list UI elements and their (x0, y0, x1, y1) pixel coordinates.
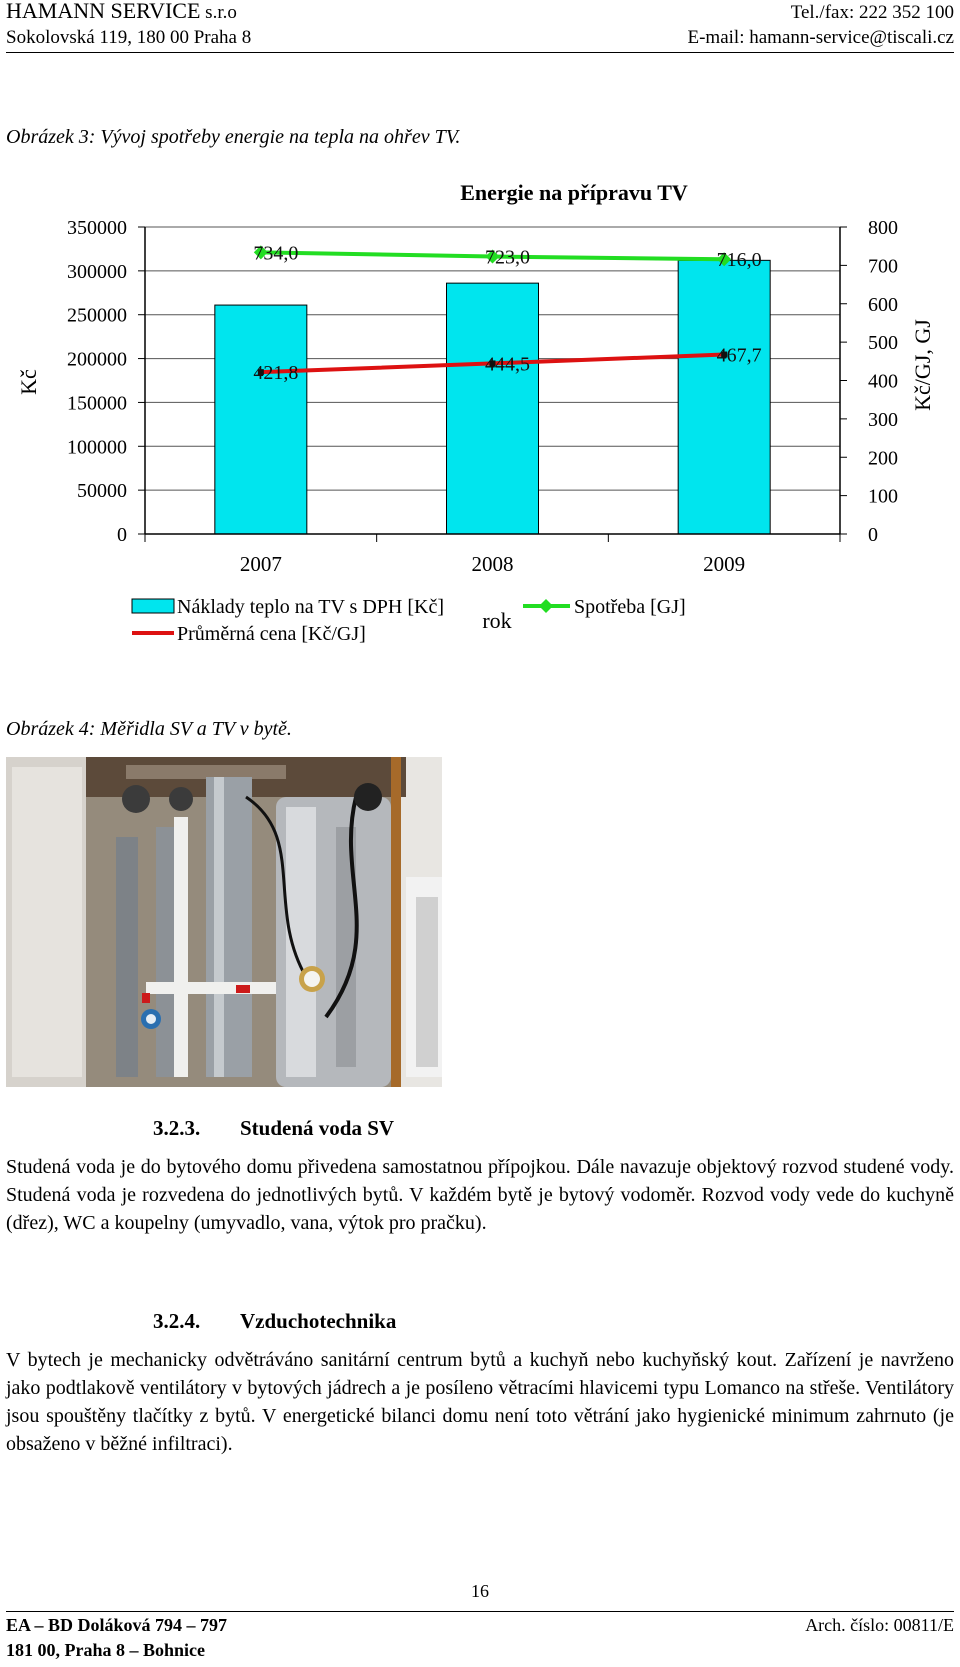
y-tick-label: 50000 (77, 480, 127, 503)
data-label: 421,8 (253, 362, 299, 385)
company-name (6, 0, 237, 24)
header-rule (6, 52, 954, 53)
y2-tick-label: 100 (868, 485, 898, 508)
y2-tick-label: 300 (868, 408, 898, 431)
y2-axis-label: Kč/GJ, GJ (910, 319, 935, 411)
y-tick-label: 150000 (67, 392, 127, 415)
y2-tick-label: 600 (868, 293, 898, 316)
figure4-caption: Obrázek 4: Měřidla SV a TV v bytě. (6, 718, 292, 740)
data-label: 444,5 (485, 353, 530, 376)
company-phone: Tel./fax: 222 352 100 (790, 2, 954, 23)
y2-tick-label: 500 (868, 332, 898, 355)
chart-title: Energie na přípravu TV (460, 180, 688, 205)
company-address: Sokolovská 119, 180 00 Praha 8 (6, 27, 252, 48)
company-email: E-mail: hamann-service@tiscali.cz (687, 27, 954, 48)
footer-archive: Arch. číslo: 00811/E (805, 1615, 954, 1635)
page-number: 16 (471, 1581, 489, 1601)
section-sv-text: Studená voda je do bytového domu přivedena samostatnou přípojkou. Dále navazuje objektový rozvod studené vody. Studená voda je rozvedena do jednotlivých bytů. V každém bytě je bytový vodoměr. Rozvod vody vede do kuchyně (dřez), WC a koupelny (umyvadlo, vana, výtok pro pračku). (6, 1156, 954, 1234)
x-tick-label: 2007 (239, 552, 282, 576)
y2-tick-label: 200 (868, 447, 898, 470)
section-vzt-body (6, 1346, 954, 1458)
x-tick-label: 2008 (471, 552, 514, 576)
section-vzt-title: Vzduchotechnika (240, 1309, 397, 1333)
section-sv-body (6, 1153, 954, 1237)
y2-tick-label: 400 (868, 370, 898, 393)
section-vzt-text: V bytech je mechanicky odvětráváno sanitární centrum bytů a kuchyň nebo kuchyňský kout. Zařízení je navrženo jako podtlakově ventilátory v bytových jádrech a je posíleno větracími hlavicemi typu Lomanco na střeše. Ventilátory jsou spouštěny tlačítky z bytů. V energetické bilanci domu není toto větrání jako hygienické minimum zahrnuto (je obsaženo v běžné infiltraci). (6, 1349, 954, 1455)
y-tick-label: 0 (117, 524, 127, 546)
x-tick-label: 2009 (703, 552, 746, 576)
footer-rule (6, 1611, 954, 1612)
company-suffix: s.r.o (205, 2, 237, 23)
data-label: 716,0 (716, 249, 762, 272)
y2-tick-label: 700 (868, 255, 898, 278)
legend-marker-consumption (539, 599, 553, 613)
section-sv-number: 3.2.3. (153, 1116, 201, 1140)
legend-label-bar: Náklady teplo na TV s DPH [Kč] (177, 596, 444, 618)
data-label: 734,0 (253, 242, 299, 265)
y-tick-label: 100000 (67, 436, 127, 459)
legend-label-price: Průměrná cena [Kč/GJ] (177, 623, 366, 645)
footer-location: 181 00, Praha 8 – Bohnice (6, 1640, 206, 1660)
y-tick-label: 300000 (67, 260, 127, 283)
bar (447, 283, 539, 534)
x-axis-label: rok (482, 608, 512, 633)
chart-bars (215, 260, 770, 534)
legend-swatch-bar (132, 599, 174, 613)
energy-chart (0, 170, 960, 690)
bar (215, 305, 307, 534)
meters-photo (6, 757, 442, 1087)
section-vzt-number: 3.2.4. (153, 1309, 201, 1333)
bar (678, 260, 770, 534)
y-tick-label: 350000 (67, 217, 127, 239)
y-tick-label: 250000 (67, 304, 127, 327)
y-axis-label: Kč (16, 369, 41, 395)
data-label: 723,0 (485, 246, 530, 269)
legend-label-consumption: Spotřeba [GJ] (574, 596, 686, 618)
y2-tick-label: 800 (868, 217, 898, 239)
chart-legend (132, 596, 686, 645)
y2-tick-label: 0 (868, 524, 878, 546)
y-tick-label: 200000 (67, 348, 127, 371)
figure3-caption: Obrázek 3: Vývoj spotřeby energie na tepla na ohřev TV. (6, 126, 461, 148)
company-title: HAMANN SERVICE (6, 0, 201, 23)
footer-project: EA – BD Doláková 794 – 797 (6, 1615, 228, 1635)
section-sv-title: Studená voda SV (240, 1116, 395, 1140)
data-label: 467,7 (716, 344, 762, 367)
